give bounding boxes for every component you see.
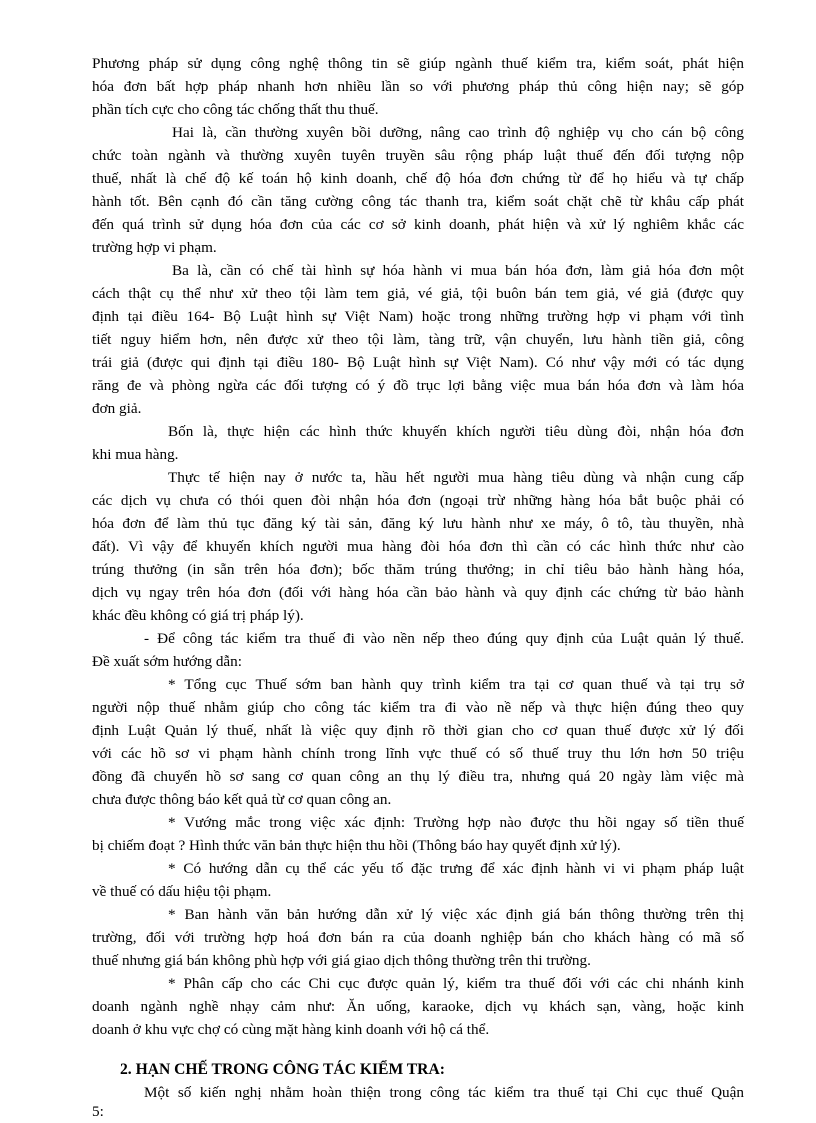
text-line: Một số kiến nghị nhằm hoàn thiện trong công tác kiểm tra thuế tại Chi cục thuế Quận <box>144 1084 744 1101</box>
text-line: các dịch vụ chưa có thói quen đòi nhận hóa đơn (ngoại trừ những hàng hóa bắt buộc phải có <box>92 492 744 509</box>
text-line: bị chiếm đoạt ? Hình thức văn bản thực hiện thu hồi (Thông báo hay quyết định xử lý). <box>92 837 621 854</box>
text-line: hóa đơn bất hợp pháp nhanh hơn nhiều lần so với phương pháp thủ công hiện nay; sẽ góp <box>92 78 744 95</box>
text-line: đến quá trình sử dụng hóa đơn của các cơ sở kinh doanh, phát hiện và xử lý nghiêm khắc các <box>92 216 744 233</box>
section-heading: 2. HẠN CHẾ TRONG CÔNG TÁC KIỂM TRA: <box>120 1061 445 1078</box>
text-line: Bốn là, thực hiện các hình thức khuyến khích người tiêu dùng đòi, nhận hóa đơn <box>168 423 744 440</box>
text-line: về thuế có dấu hiệu tội phạm. <box>92 883 272 900</box>
text-line: răng đe và phòng ngừa các đối tượng có ý đồ trục lợi bằng việc mua bán hóa đơn và làm hóa <box>92 377 744 394</box>
text-line: đất). Vì vậy để khuyến khích người mua hàng đòi hóa đơn thì cần có các hình thức như cào <box>92 538 744 555</box>
text-line: thuế nhưng giá bán không phù hợp với giá giao dịch thông thường trên thi trường. <box>92 952 591 969</box>
text-line: - Để công tác kiểm tra thuế đi vào nền nếp theo đúng quy định của Luật quản lý thuế. <box>144 630 744 647</box>
text-line: chức toàn ngành và thường xuyên tuyên truyền sâu rộng pháp luật thuế đến đối tượng nộp <box>92 147 744 164</box>
text-line: Ba là, cần có chế tài hình sự hóa hành vi mua bán hóa đơn, làm giả hóa đơn một <box>172 262 744 279</box>
text-line: doanh ở khu vực chợ có cùng mặt hàng kinh doanh với hộ cá thể. <box>92 1021 490 1038</box>
text-line: định tại điều 164- Bộ Luật hình sự Việt Nam) hoặc trong những trường hợp vi phạm với tình <box>92 308 744 325</box>
text-line: * Ban hành văn bản hướng dẫn xử lý việc xác định giá bán thông thường trên thị <box>168 906 744 923</box>
text-line: * Tổng cục Thuế sớm ban hành quy trình kiểm tra tại cơ quan thuế và tại trụ sở <box>168 676 744 693</box>
text-line: dịch vụ ngay trên hóa đơn (đối với hàng hóa cần bảo hành và quy định các chứng từ bảo hành <box>92 584 744 601</box>
text-line: 5: <box>92 1103 104 1120</box>
text-line: hành tốt. Bên cạnh đó cần tăng cường công tác thanh tra, kiểm soát chặt chẽ từ khâu cấp phát <box>92 193 744 210</box>
text-line: trúng thưởng (in sẵn trên hóa đơn); bốc thăm trúng thưởng; in chỉ tiêu bảo hành hàng hóa, <box>92 561 744 578</box>
text-line: trường, đối với trường hợp hoá đơn bán ra của doanh nghiệp bán cho khách hàng có mã số <box>92 929 744 946</box>
text-line: trường hợp vi phạm. <box>92 239 217 256</box>
text-line: * Phân cấp cho các Chi cục được quản lý, kiểm tra thuế đối với các chi nhánh kinh <box>168 975 744 992</box>
text-line: Đề xuất sớm hướng dẫn: <box>92 653 242 670</box>
text-line: khi mua hàng. <box>92 446 179 463</box>
text-line: * Có hướng dẫn cụ thể các yếu tố đặc trưng để xác định hành vi vi phạm pháp luật <box>168 860 744 877</box>
text-line: Hai là, cần thường xuyên bồi dưỡng, nâng cao trình độ nghiệp vụ cho cán bộ công <box>172 124 744 141</box>
text-line: * Vướng mắc trong việc xác định: Trường hợp nào được thu hồi ngay số tiền thuế <box>168 814 744 831</box>
text-line: chưa được thông báo kết quả từ cơ quan công an. <box>92 791 392 808</box>
text-line: đồng đã chuyển hồ sơ sang cơ quan công an thụ lý điều tra, nhưng quá 20 ngày làm việc mà <box>92 768 744 785</box>
text-line: với các hồ sơ vi phạm hành chính trong lĩnh vực thuế có số thuế truy thu lớn hơn 50 triệu <box>92 745 744 762</box>
text-line: tiết nguy hiểm hơn, nên được xử theo tội làm, tàng trữ, vận chuyển, lưu hành tiền giả, công <box>92 331 744 348</box>
text-line: cách thật cụ thể như xử theo tội làm tem giả, vé giả, tội buôn bán tem giả, vé giả (được quy <box>92 285 744 302</box>
text-line: hóa đơn để làm thủ tục đăng ký tài sản, đăng ký lưu hành như xe máy, ô tô, tàu thuyền, nhà <box>92 515 744 532</box>
text-line: thuế, nhất là chế độ kế toán hộ kinh doanh, chế độ hóa đơn chứng từ để họ hiểu và tự chấp <box>92 170 744 187</box>
text-line: khác đều không có giá trị pháp lý). <box>92 607 304 624</box>
text-line: người nộp thuế nhằm giúp cho công tác kiểm tra đi vào nề nếp và thực hiện đúng theo quy <box>92 699 744 716</box>
text-line: phần tích cực cho công tác chống thất thu thuế. <box>92 101 379 118</box>
text-line: đơn giả. <box>92 400 142 417</box>
text-line: Thực tế hiện nay ở nước ta, hầu hết người mua hàng tiêu dùng và nhận cung cấp <box>168 469 744 486</box>
text-line: trái giả (được qui định tại điều 180- Bộ Luật hình sự Việt Nam). Có như vậy mới có tác dụng <box>92 354 744 371</box>
text-line: doanh ngành nghề nhạy cảm như: Ăn uống, karaoke, dịch vụ khách sạn, vàng, hoặc kinh <box>92 998 744 1015</box>
text-line: định Luật Quản lý thuế, nhất là việc quy định rõ thời gian cho cơ quan thuế được xử lý đối <box>92 722 744 739</box>
text-line: Phương pháp sử dụng công nghệ thông tin sẽ giúp ngành thuế kiểm tra, kiểm soát, phát hiện <box>92 55 744 72</box>
